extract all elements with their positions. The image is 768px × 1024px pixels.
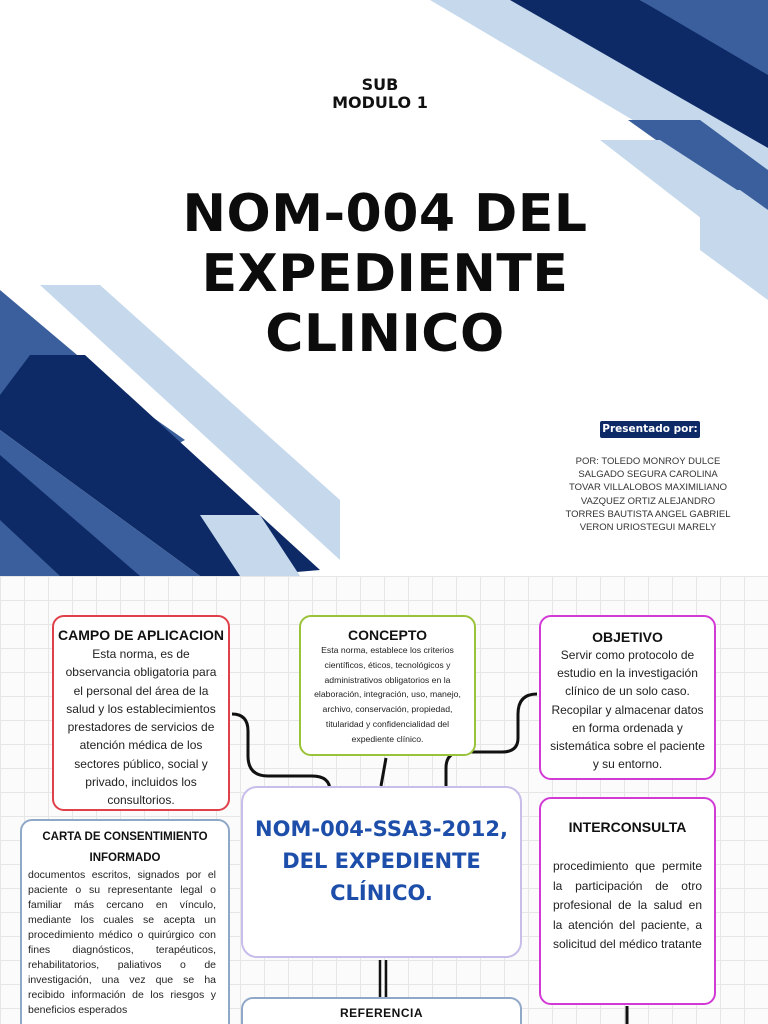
concepto-card — [299, 615, 476, 756]
interconsulta-card — [539, 797, 716, 1005]
card-text: documentos escritos, signados por el paciente o su representante legal o familiar más cercano en vínculo, mediante los cuales se acepta un procedimiento médico o quirúrgico con fines diagnósticos, terapéuticos, rehabilitatorios, paliativos o de investigación, una vez que se ha recibido información de los riesgos y beneficios esperados — [28, 869, 216, 1016]
card-text: Esta norma, establece los criterios científicos, éticos, tecnológicos y administrativos obligatorios en la elaboración, integración, uso, manejo, archivo, conservación, propiedad, titularidad y confidencialidad del expediente clínico. — [314, 645, 461, 744]
author-name: VAZQUEZ ORTIZ ALEJANDRO — [580, 495, 716, 507]
author-name: TOVAR VILLALOBOS MAXIMILIANO — [568, 482, 728, 494]
submodule-line: SUB — [361, 75, 399, 94]
card-text: Esta norma, es de observancia obligatoria para el personal del área de la salud y los establecimientos prestadores de servicios de atención médica de los sectores público, social y privado, incluidos los consultorios. — [65, 647, 217, 808]
stripe — [700, 190, 768, 300]
consentimiento-card — [20, 819, 230, 1024]
campo-aplicacion-card — [52, 615, 230, 811]
title-line: EXPEDIENTE — [201, 244, 569, 304]
submodule-label — [300, 76, 460, 112]
card-title: INTERCONSULTA — [568, 819, 687, 835]
referencia-card — [241, 997, 522, 1024]
author-name: TORRES BAUTISTA ANGEL GABRIEL — [565, 508, 731, 520]
title-line: CLINICO — [265, 304, 505, 364]
mind-map — [0, 576, 768, 1024]
author-name: SALGADO SEGURA CAROLINA — [578, 469, 718, 481]
author-name: VERON URIOSTEGUI MARELY — [579, 522, 717, 534]
card-title: CONCEPTO — [347, 627, 428, 643]
author-list — [548, 455, 748, 534]
card-title: CARTA DE CONSENTIMIENTO INFORMADO — [42, 831, 208, 864]
page-title — [140, 184, 630, 364]
central-topic-card — [241, 786, 522, 958]
title-line: NOM-004 DEL — [182, 184, 588, 244]
card-text: procedimiento que permite la participación de otro profesional de la salud en la atención del paciente, a solicitud del médico tratante — [553, 859, 702, 951]
submodule-line: MODULO 1 — [332, 93, 428, 112]
card-title: OBJETIVO — [592, 629, 663, 645]
card-text: Servir como protocolo de estudio en la investigación clínico de un solo caso. Recopilar y almacenar datos en forma ordenada y sistemática sobre el paciente y su entorno. — [550, 648, 705, 772]
connector-concepto — [381, 758, 386, 786]
card-title: CAMPO DE APLICACION — [58, 627, 224, 643]
central-topic-title: NOM-004-SSA3-2012, DEL EXPEDIENTE CLÍNICO. — [255, 817, 508, 905]
presented-by-badge: Presentado por: — [600, 421, 700, 438]
card-title: REFERENCIA — [339, 1006, 423, 1020]
author-name: POR: TOLEDO MONROY DULCE — [575, 456, 721, 467]
connector-referencia — [380, 960, 386, 998]
objetivo-card — [539, 615, 716, 780]
